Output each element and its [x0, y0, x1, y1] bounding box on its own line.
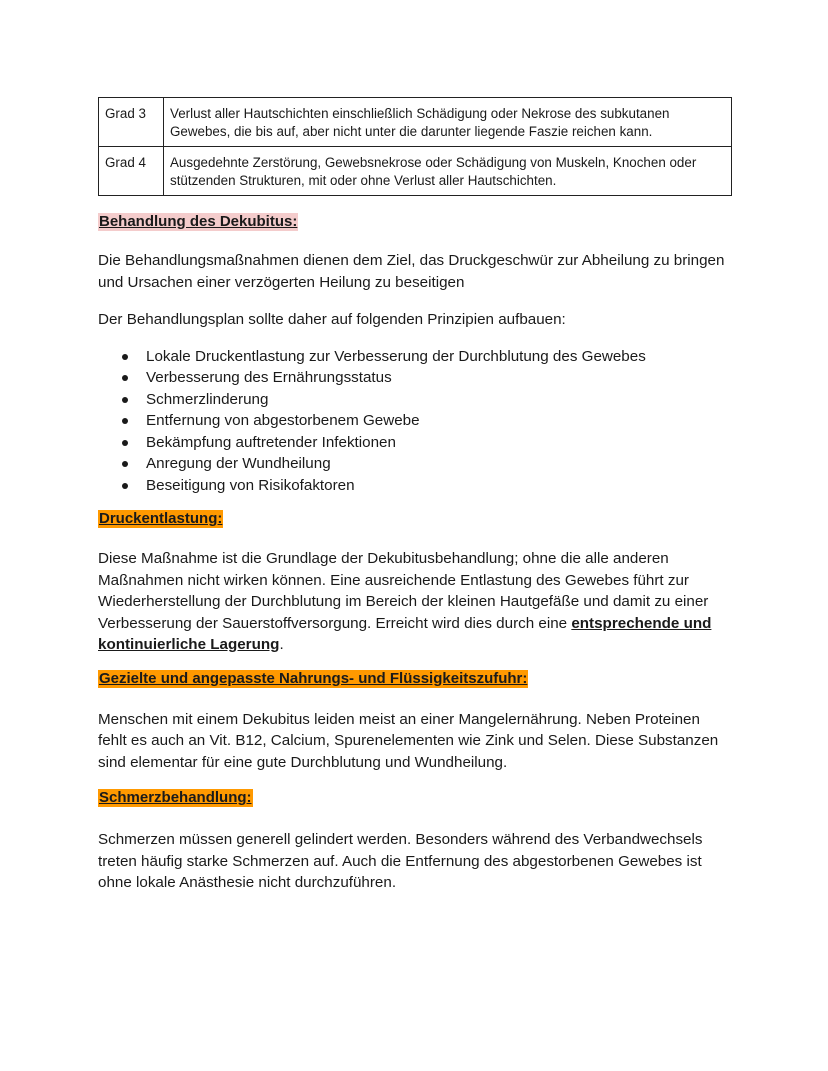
- grade-description: Ausgedehnte Zerstörung, Gewebsnekrose oder Schädigung von Muskeln, Knochen oder stützenden Strukturen, mit oder ohne Verlust aller Hautschichten.: [164, 147, 732, 196]
- grade-description: Verlust aller Hautschichten einschließlich Schädigung oder Nekrose des subkutanen Gewebes, die bis auf, aber nicht unter die darunter liegende Faszie reichen kann.: [164, 98, 732, 147]
- list-item: Anregung der Wundheilung: [98, 453, 732, 475]
- pressure-relief-body: Diese Maßnahme ist die Grundlage der Dekubitusbehandlung; ohne die alle anderen Maßnahmen nicht wirken können. Eine ausreichende Entlastung des Gewebes führt zur Wiederherstellung der Durchblutung im Bereich der kleinen Hautgefäße und damit zu einer Verbesserung der Sauerstoffversorgung. Erreicht wird dies durch eine: [98, 550, 709, 632]
- grade-table: [98, 97, 732, 196]
- list-item: Entfernung von abgestorbenem Gewebe: [98, 410, 732, 432]
- nutrition-heading: Gezielte und angepasste Nahrungs- und Flüssigkeitszufuhr:: [99, 669, 528, 687]
- table-row: [99, 147, 732, 196]
- list-item: Schmerzlinderung: [98, 389, 732, 411]
- document-page: [98, 97, 732, 894]
- positioning-emphasis: entsprechende und kontinuierliche Lagerung: [98, 614, 712, 653]
- grade-label: Grad 3: [99, 98, 164, 147]
- principles-list: [98, 346, 732, 497]
- pain-heading: Schmerzbehandlung:: [99, 789, 252, 806]
- nutrition-text: Menschen mit einem Dekubitus leiden meist an einer Mangelernährung. Neben Proteinen fehlt es auch an Vit. B12, Calcium, Spurenelementen wie Zink und Selen. Diese Substanzen sind elementar für eine gute Durchblutung und Wundheilung.: [98, 710, 719, 771]
- pain-text: Schmerzen müssen generell gelindert werden. Besonders während des Verbandwechsels treten häufig starke Schmerzen auf. Auch die Entfernung des abgestorbenen Gewebes ist ohne lokale Anästhesie nicht durchzuführen.: [98, 831, 703, 891]
- sentence-end: .: [279, 636, 284, 653]
- treatment-heading: Behandlung des Dekubitus:: [99, 213, 298, 230]
- list-item: Lokale Druckentlastung zur Verbesserung der Durchblutung des Gewebes: [98, 346, 732, 368]
- treatment-plan-intro: Der Behandlungsplan sollte daher auf folgenden Prinzipien aufbauen:: [98, 311, 566, 328]
- table-row: [99, 98, 732, 147]
- list-item: Verbesserung des Ernährungsstatus: [98, 367, 732, 389]
- list-item: Bekämpfung auftretender Infektionen: [98, 432, 732, 454]
- pressure-relief-text: [98, 548, 732, 656]
- grade-label: Grad 4: [99, 147, 164, 196]
- treatment-intro: Die Behandlungsmaßnahmen dienen dem Ziel, das Druckgeschwür zur Abheilung zu bringen und Ursachen einer verzögerten Heilung zu beseitigen: [98, 252, 725, 291]
- list-item: Beseitigung von Risikofaktoren: [98, 475, 732, 497]
- pressure-relief-heading: Druckentlastung:: [99, 510, 223, 527]
